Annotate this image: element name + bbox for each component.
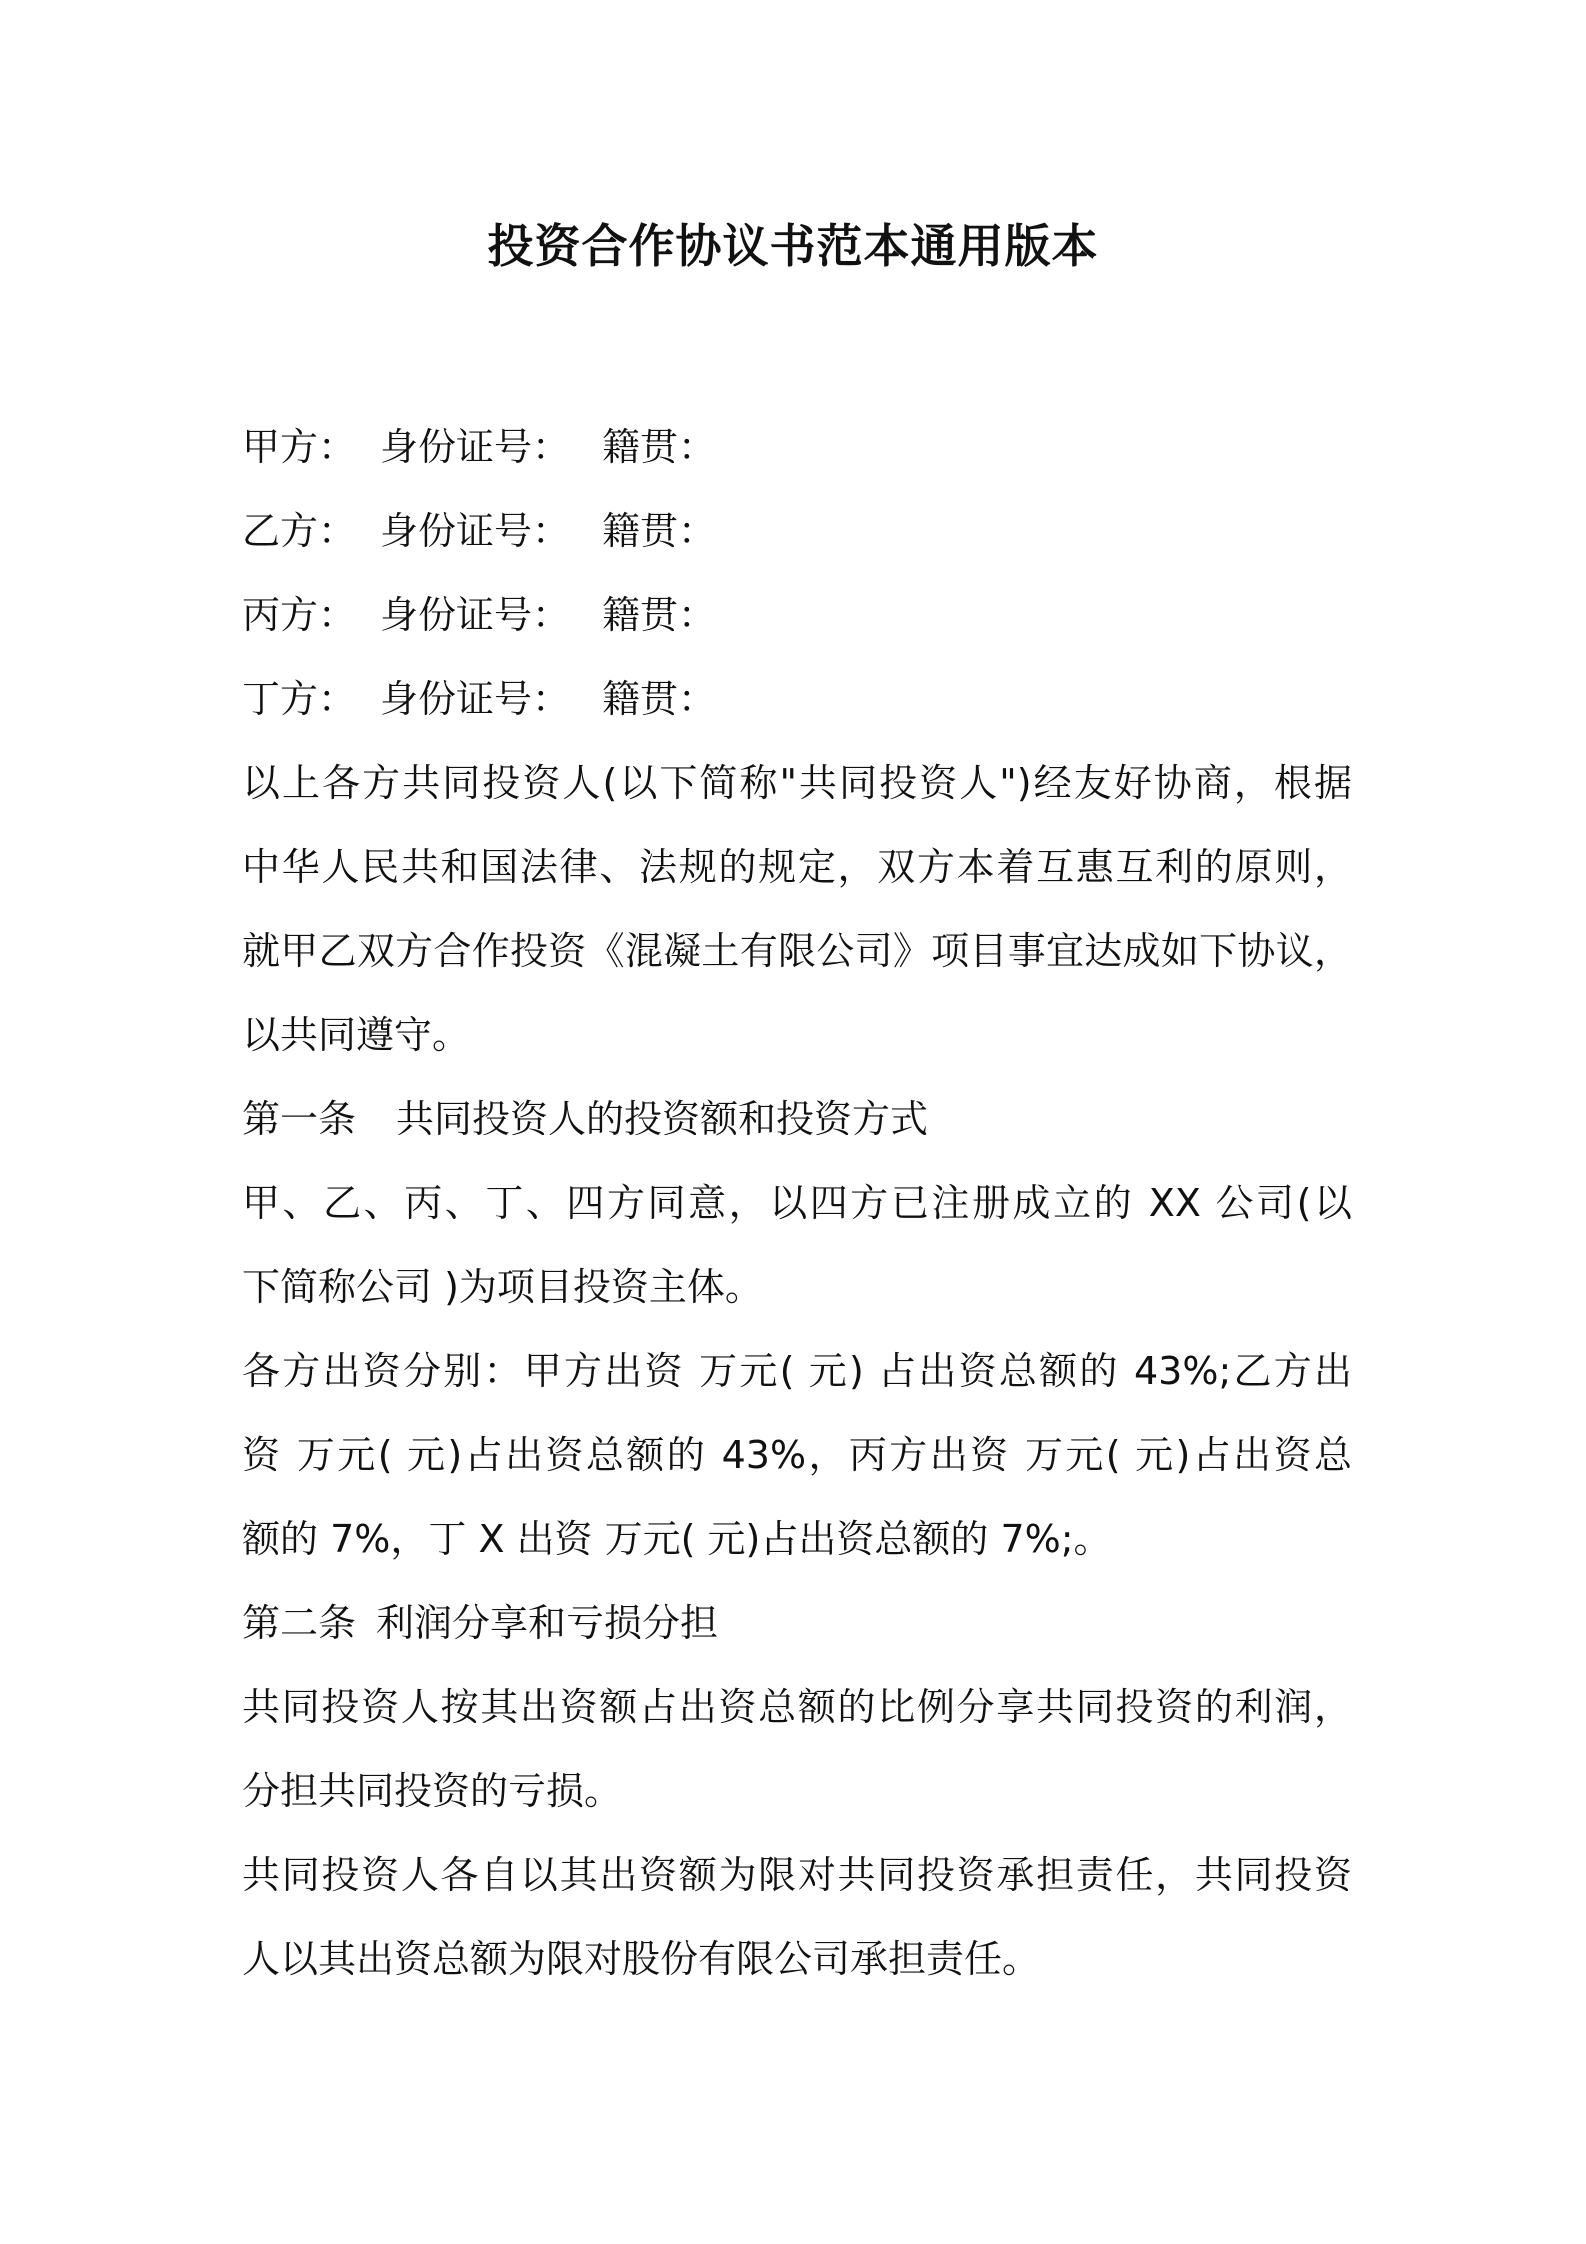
article-2-paragraph-line: 分担共同投资的亏损。 xyxy=(242,1769,623,1813)
party-name: 甲方： xyxy=(242,425,357,469)
party-name: 乙方： xyxy=(242,509,357,553)
party-name: 丁方： xyxy=(242,677,357,721)
preamble-line: 以上各方共同投资人(以下简称"共同投资人")经友好协商，根据 xyxy=(242,761,1352,805)
article-2-paragraph-line: 人以其出资总额为限对股份有限公司承担责任。 xyxy=(242,1937,1041,1981)
party-line-ding xyxy=(242,657,1352,741)
party-id-label: 身份证号： xyxy=(380,677,571,721)
article-number: 第一条 xyxy=(242,1097,357,1141)
party-origin-label: 籍贯： xyxy=(602,509,717,553)
party-id-label: 身份证号： xyxy=(380,425,571,469)
party-origin-label: 籍贯： xyxy=(602,677,717,721)
party-line-bing xyxy=(242,573,1352,657)
article-2-paragraph-line: 共同投资人各自以其出资额为限对共同投资承担责任，共同投资 xyxy=(242,1853,1352,1897)
party-origin-label: 籍贯： xyxy=(602,593,717,637)
article-2-heading xyxy=(242,1581,1352,1665)
article-1-paragraph-line: 甲、乙、丙、丁、四方同意，以四方已注册成立的 XX 公司(以 xyxy=(242,1181,1352,1225)
party-line-jia xyxy=(242,405,1352,489)
preamble-line: 以共同遵守。 xyxy=(242,1013,471,1057)
article-title: 利润分享和亏损分担 xyxy=(376,1601,719,1645)
document-body xyxy=(242,405,1352,2001)
preamble-line: 中华人民共和国法律、法规的规定，双方本着互惠互利的原则， xyxy=(242,845,1352,889)
preamble-line: 就甲乙双方合作投资《混凝土有限公司》项目事宜达成如下协议， xyxy=(242,929,1352,973)
party-id-label: 身份证号： xyxy=(380,509,571,553)
article-1-heading xyxy=(242,1077,1352,1161)
article-number: 第二条 xyxy=(242,1601,357,1645)
party-id-label: 身份证号： xyxy=(380,593,571,637)
party-name: 丙方： xyxy=(242,593,357,637)
party-line-yi xyxy=(242,489,1352,573)
article-1-paragraph-line: 下简称公司 )为项目投资主体。 xyxy=(242,1265,763,1309)
article-1-paragraph-line: 额的 7%，丁 X 出资 万元( 元)占出资总额的 7%;。 xyxy=(242,1517,1112,1561)
party-origin-label: 籍贯： xyxy=(602,425,717,469)
document-title: 投资合作协议书范本通用版本 xyxy=(487,219,1099,273)
article-title: 共同投资人的投资额和投资方式 xyxy=(396,1097,929,1141)
article-2-paragraph-line: 共同投资人按其出资额占出资总额的比例分享共同投资的利润， xyxy=(242,1685,1352,1729)
article-1-paragraph-line: 各方出资分别：甲方出资 万元( 元) 占出资总额的 43%;乙方出 xyxy=(242,1349,1352,1393)
article-1-paragraph-line: 资 万元( 元)占出资总额的 43%，丙方出资 万元( 元)占出资总 xyxy=(242,1433,1352,1477)
